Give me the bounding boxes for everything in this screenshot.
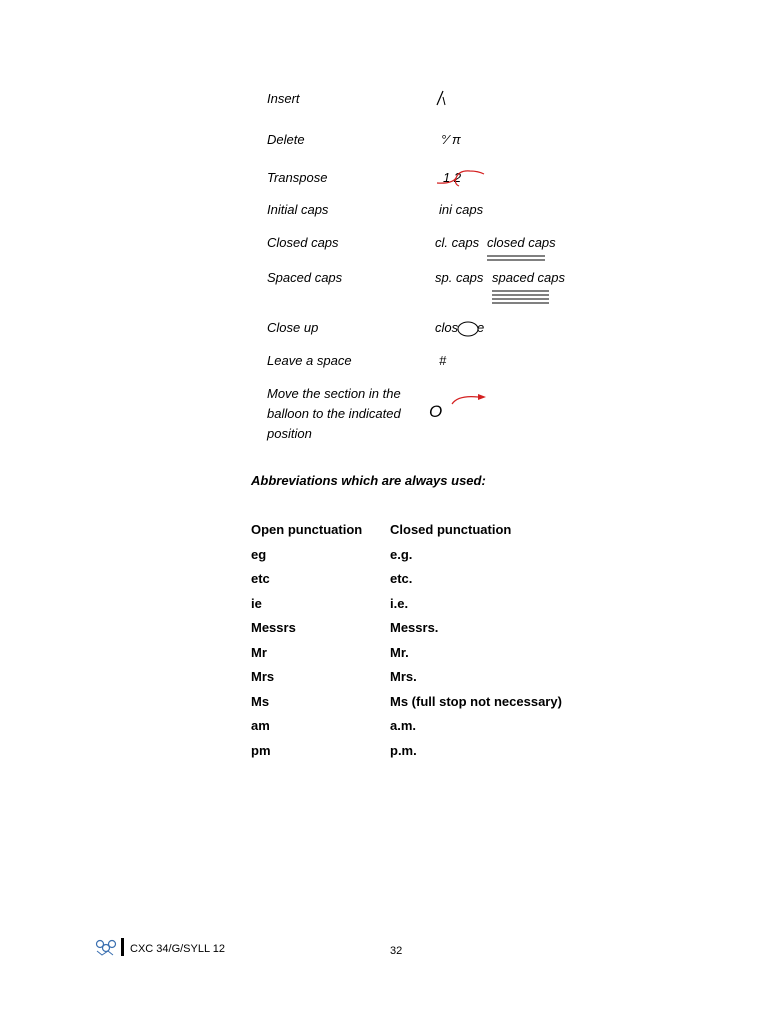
mark-row-insert — [267, 91, 597, 115]
mark-label: Spaced caps — [267, 270, 343, 285]
open-cell: eg — [251, 546, 267, 562]
mark-label: Initial caps — [267, 202, 329, 217]
table-row — [251, 694, 591, 719]
abbreviations-heading: Abbreviations which are always used: — [251, 473, 486, 488]
closed-cell: e.g. — [390, 546, 413, 562]
table-row — [251, 718, 591, 743]
spaced-caps-example: spaced caps — [492, 270, 565, 285]
open-cell: Mrs — [251, 669, 275, 684]
delete-symbol: °⁄ π — [441, 132, 461, 147]
mark-row-delete — [267, 132, 597, 156]
mark-row-transpose — [267, 170, 597, 194]
table-header-row — [251, 522, 591, 547]
column-header-open: Open punctuation — [251, 522, 363, 537]
table-row — [251, 571, 591, 596]
closed-cell: i.e. — [390, 595, 409, 611]
move-section-label: Move the section in the balloon to the indicated position — [267, 386, 401, 441]
transpose-symbol: 1 2 — [443, 170, 462, 185]
mark-row-closed-caps — [267, 235, 597, 259]
cxc-logo-icon — [94, 937, 126, 957]
mark-row-leave-space — [267, 353, 597, 377]
closed-cell: Messrs. — [390, 620, 439, 635]
closed-cell: Ms (full stop not necessary) — [390, 693, 562, 709]
open-cell: pm — [251, 742, 271, 758]
mark-label: Delete — [267, 132, 305, 147]
leave-space-symbol: # — [439, 353, 447, 368]
move-arrow-icon — [452, 394, 486, 404]
closed-caps-example: closed caps — [487, 235, 556, 250]
open-cell: Ms — [251, 693, 270, 709]
open-cell: Mr — [251, 644, 267, 660]
closed-caps-symbol: cl. caps — [435, 235, 480, 250]
footer-syllabus-code: CXC 34/G/SYLL 12 — [130, 943, 225, 955]
abbreviations-table — [251, 522, 591, 767]
mark-label: Closed caps — [267, 235, 339, 250]
closed-cell: etc. — [390, 571, 413, 586]
open-cell: am — [251, 718, 270, 733]
table-row — [251, 596, 591, 621]
mark-label: Transpose — [267, 170, 328, 185]
open-cell: ie — [251, 595, 262, 611]
mark-row-spaced-caps — [267, 270, 597, 294]
close-up-symbol-start: clos — [435, 320, 459, 335]
balloon-symbol: O — [429, 402, 443, 421]
closed-cell: p.m. — [390, 742, 417, 758]
table-row — [251, 645, 591, 670]
mark-label: Leave a space — [267, 353, 352, 368]
closed-cell: Mrs. — [390, 669, 417, 684]
closed-cell: Mr. — [390, 644, 409, 660]
close-up-symbol-end: e — [477, 320, 485, 335]
mark-row-initial-caps — [267, 202, 597, 226]
initial-caps-symbol: ini caps — [439, 202, 484, 217]
table-row — [251, 620, 591, 645]
page-number: 32 — [390, 945, 403, 957]
closed-cell: a.m. — [390, 718, 417, 733]
table-row — [251, 547, 591, 572]
table-row — [251, 743, 591, 768]
mark-row-close-up — [267, 320, 597, 344]
mark-label: Insert — [267, 91, 300, 106]
table-row — [251, 669, 591, 694]
open-cell: Messrs — [251, 620, 296, 635]
column-header-closed: Closed punctuation — [390, 522, 512, 537]
spaced-caps-symbol: sp. caps — [435, 270, 484, 285]
mark-label: Close up — [267, 320, 319, 335]
open-cell: etc — [251, 571, 270, 586]
